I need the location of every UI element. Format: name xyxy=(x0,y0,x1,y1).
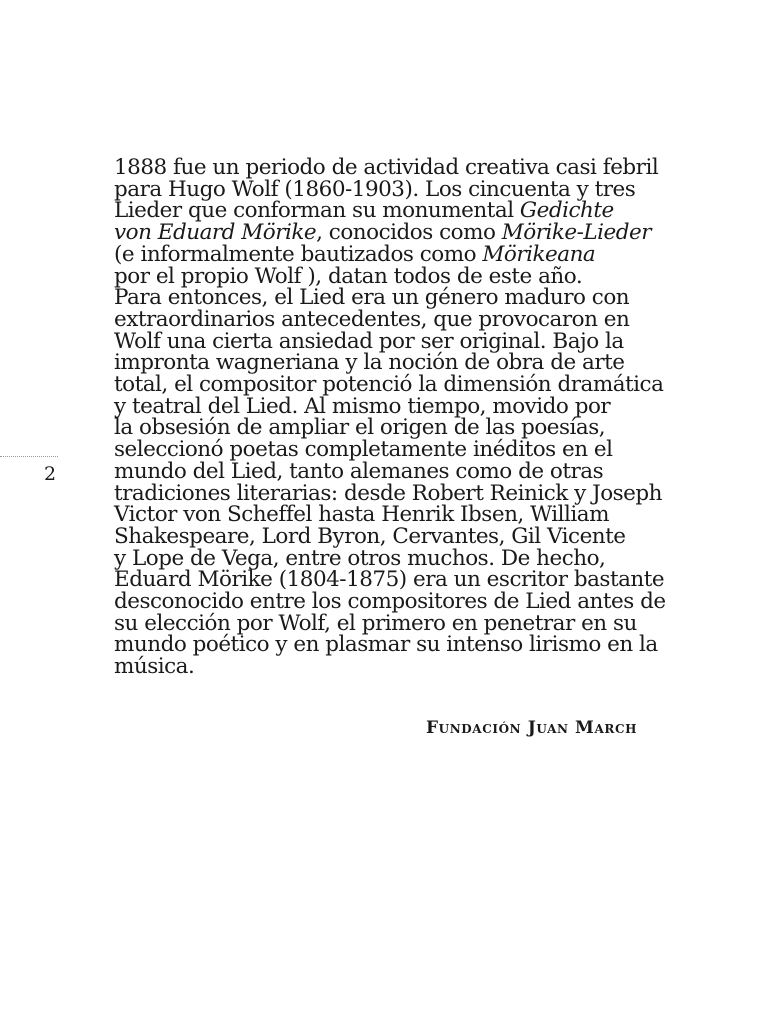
text-fragment: , conocidos como xyxy=(316,220,502,246)
text-line: seleccionó poetas completamente inéditos en el xyxy=(114,437,613,463)
text-fragment: (e informalmente bautizados como xyxy=(114,241,483,267)
text-line: mundo poético y en plasmar su intenso lirismo en la xyxy=(114,632,658,658)
text-line: Shakespeare, Lord Byron, Cervantes, Gil Vicente xyxy=(114,523,626,549)
italic-title: Gedichte xyxy=(519,198,614,224)
text-line: Para entonces, el Lied era un género maduro con xyxy=(114,285,630,311)
text-line: y Lope de Vega, entre otros muchos. De hecho, xyxy=(114,545,606,571)
text-line: para Hugo Wolf (1860-1903). Los cincuenta y tres xyxy=(114,176,636,202)
text-line: extraordinarios antecedentes, que provocaron en xyxy=(114,306,630,332)
text-line: por el propio Wolf ), datan todos de este año. xyxy=(114,263,583,289)
text-line: Eduard Mörike (1804-1875) era un escritor bastante xyxy=(114,567,665,593)
text-fragment: Lieder que conforman su monumental xyxy=(114,198,520,224)
text-line xyxy=(114,241,714,267)
text-line: mundo del Lied, tanto alemanes como de otras xyxy=(114,458,604,484)
text-line: impronta wagneriana y la noción de obra de arte xyxy=(114,350,625,376)
text-line: 1888 fue un periodo de actividad creativa casi febril xyxy=(114,155,659,180)
text-line xyxy=(114,222,714,244)
text-line: música. xyxy=(114,654,195,680)
text-line: y teatral del Lied. Al mismo tiempo, movido por xyxy=(114,393,611,419)
italic-title: Mörikeana xyxy=(482,241,596,267)
page-number: 2 xyxy=(44,463,57,485)
italic-title: Mörike-Lieder xyxy=(501,220,652,246)
text-line: total, el compositor potenció la dimensión dramática xyxy=(114,372,664,398)
text-line: su elección por Wolf, el primero en penetrar en su xyxy=(114,610,637,636)
margin-dotted-rule xyxy=(0,456,58,457)
text-line: Wolf una cierta ansiedad por ser original. Bajo la xyxy=(114,328,624,354)
text-line xyxy=(114,200,714,222)
text-line: la obsesión de ampliar el origen de las poesías, xyxy=(114,415,606,441)
text-line: tradiciones literarias: desde Robert Reinick y Joseph xyxy=(114,480,663,506)
body-paragraph xyxy=(114,157,714,678)
author-signature: Fundación Juan March xyxy=(426,718,638,738)
italic-title: von Eduard Mörike xyxy=(114,220,317,246)
text-line: Victor von Scheffel hasta Henrik Ibsen, William xyxy=(114,502,610,528)
text-line: desconocido entre los compositores de Lied antes de xyxy=(114,589,666,615)
